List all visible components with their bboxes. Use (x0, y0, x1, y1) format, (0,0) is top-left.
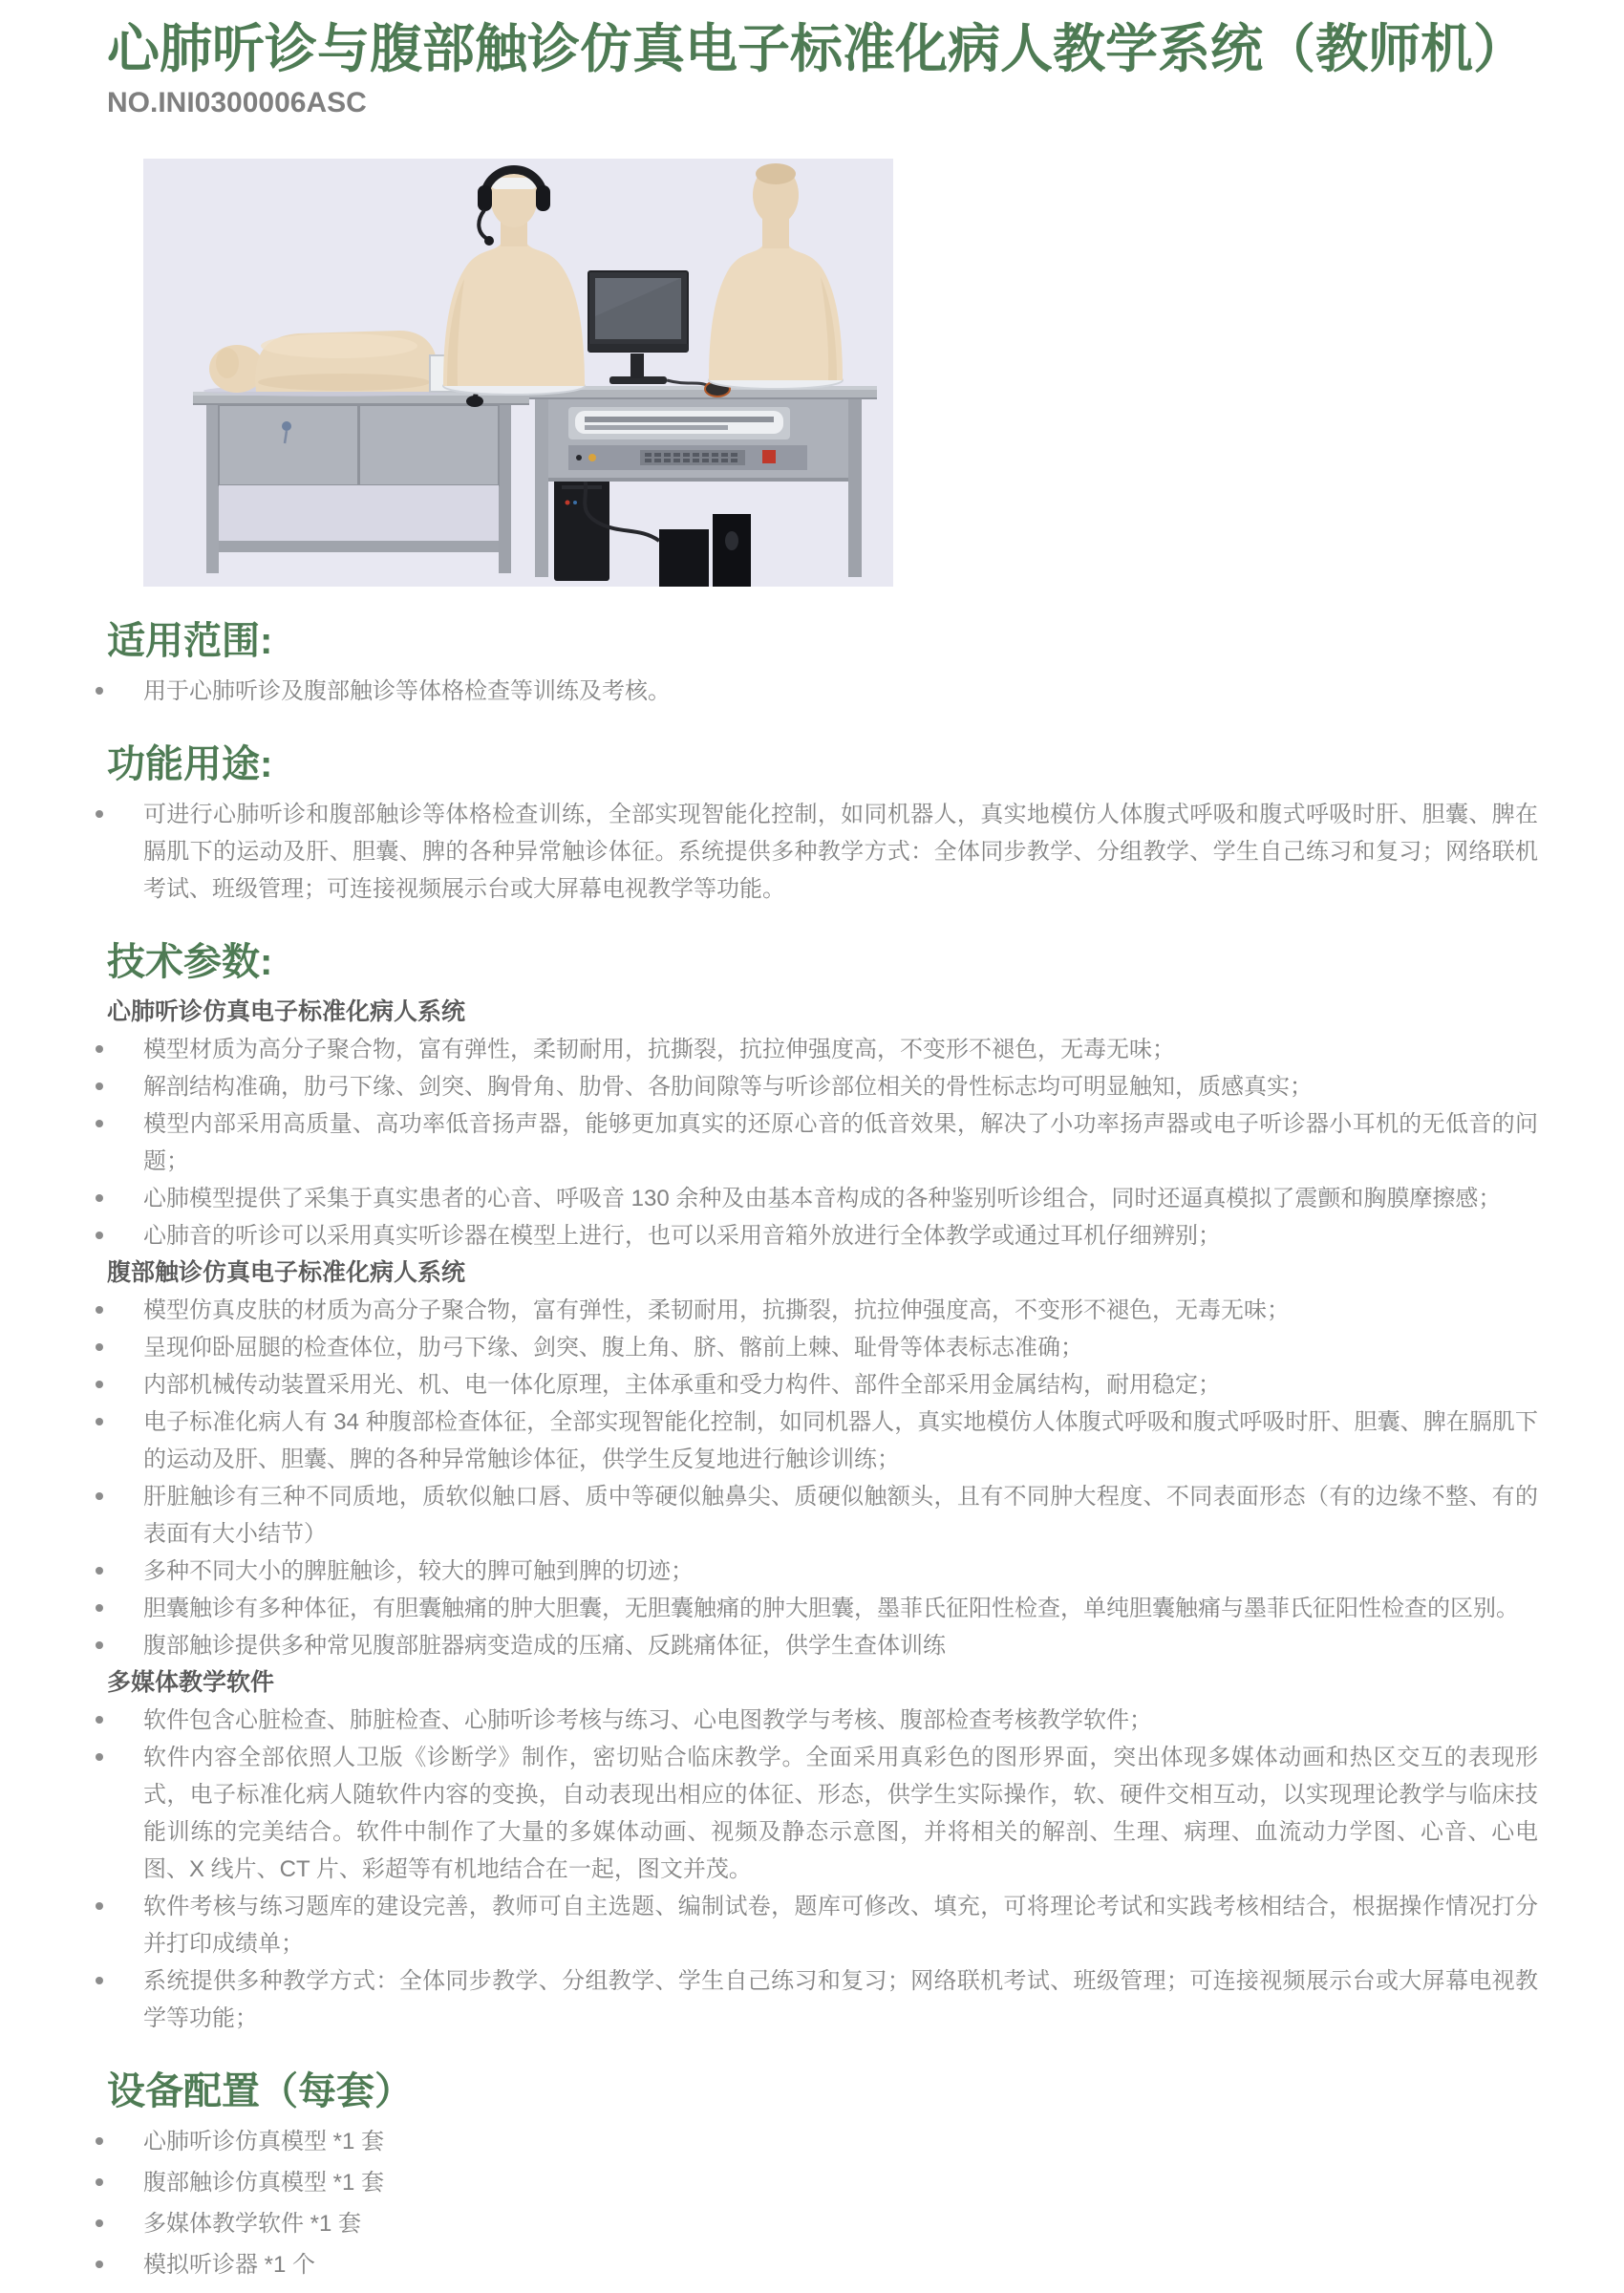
list-item: 内部机械传动装置采用光、机、电一体化原理，主体承重和受力构件、部件全部采用金属结构，耐用稳定； (94, 1366, 1538, 1404)
keyboard (585, 417, 774, 422)
speaker (659, 529, 709, 587)
list-item: 软件内容全部依照人卫版《诊断学》制作，密切贴合临床教学。全面采用真彩色的图形界面，突出体现多媒体动画和热区交互的表现形式，电子标准化病人随软件内容的变换，自动表现出相应的体征、形态，供学生实际操作，软、硬件交相互动，以实现理论教学与临床技能训练的完美结合。软件中制作了大量的多媒体动画、视频及静态示意图，并将相关的解剖、生理、病理、血流动力学图、心音、心电图、X 线片、CT 片、彩超等有机地结合在一起，图文并茂。 (94, 1739, 1538, 1888)
subsection-title-cardio: 心肺听诊仿真电子标准化病人系统 (107, 998, 466, 1025)
list-item: 软件包含心脏检查、肺脏检查、心肺听诊考核与练习、心电图教学与考核、腹部检查考核教学软件； (94, 1702, 1538, 1739)
list-item: 软件考核与练习题库的建设完善，教师可自主选题、编制试卷，题库可修改、填充，可将理论考试和实践考核相结合，根据操作情况打分并打印成绩单； (94, 1888, 1538, 1962)
keyhole (282, 421, 291, 431)
list-item: 多媒体教学软件 *1 套 (94, 2205, 1538, 2242)
list-item: 解剖结构准确，肋弓下缘、剑突、胸骨角、肋骨、各肋间隙等与听诊部位相关的骨性标志均可明显触知，质感真实； (94, 1068, 1538, 1105)
section-heading-equipment: 设备配置（每套） (107, 2070, 413, 2112)
list-item: 肝脏触诊有三种不同质地，质软似触口唇、质中等硬似触鼻尖、质硬似触额头，且有不同肿大程度、不同表面形态（有的边缘不整、有的表面有大小结节） (94, 1478, 1538, 1553)
list-item: 模型内部采用高质量、高功率低音扬声器，能够更加真实的还原心音的低音效果，解决了小功率扬声器或电子听诊器小耳机的无低音的问题； (94, 1105, 1538, 1180)
list-item: 模拟听诊器 *1 个 (94, 2246, 1538, 2283)
list-item: 腹部触诊仿真模型 *1 套 (94, 2164, 1538, 2201)
section-heading-scope: 适用范围: (107, 620, 273, 662)
software-list (94, 1702, 1538, 2037)
list-item: 多种不同大小的脾脏触诊，较大的脾可触到脾的切迹； (94, 1553, 1538, 1590)
equipment-list (94, 2123, 1538, 2283)
list-item: 电子标准化病人有 34 种腹部检查体征，全部实现智能化控制，如同机器人，真实地模仿人体腹式呼吸和腹式呼吸时肝、胆囊、脾在膈肌下的运动及肝、胆囊、脾的各种异常触诊体征，供学生反复地进行触诊训练； (94, 1404, 1538, 1478)
page-title: 心肺听诊与腹部触诊仿真电子标准化病人教学系统（教师机） (107, 19, 1527, 78)
power-switch (762, 450, 776, 463)
list-item: 心肺模型提供了采集于真实患者的心音、呼吸音 130 余种及由基本音构成的各种鉴别听诊组合，同时还逼真模拟了震颤和胸膜摩擦感； (94, 1180, 1538, 1217)
function-list (94, 796, 1538, 908)
subsection-title-software: 多媒体教学软件 (107, 1669, 275, 1696)
list-item: 模型材质为高分子聚合物，富有弹性，柔韧耐用，抗撕裂，抗拉伸强度高，不变形不褪色，无毒无味； (94, 1031, 1538, 1068)
scope-list (94, 673, 1538, 710)
list-item: 呈现仰卧屈腿的检查体位，肋弓下缘、剑突、腹上角、脐、髂前上棘、耻骨等体表标志准确； (94, 1329, 1538, 1366)
product-photo (143, 159, 893, 587)
section-heading-tech: 技术参数: (107, 941, 273, 983)
cardio-list (94, 1031, 1538, 1254)
list-item: 系统提供多种教学方式：全体同步教学、分组教学、学生自己练习和复习；网络联机考试、班级管理；可连接视频展示台或大屏幕电视教学等功能； (94, 1962, 1538, 2037)
abdomen-list (94, 1292, 1538, 1664)
list-item: 可进行心肺听诊和腹部触诊等体格检查训练，全部实现智能化控制，如同机器人，真实地模仿人体腹式呼吸和腹式呼吸时肝、胆囊、脾在膈肌下的运动及肝、胆囊、脾的各种异常触诊体征。系统提供多种教学方式：全体同步教学、分组教学、学生自己练习和复习；网络联机考试、班级管理；可连接视频展示台或大屏幕电视教学等功能。 (94, 796, 1538, 908)
subsection-title-abdomen: 腹部触诊仿真电子标准化病人系统 (107, 1259, 466, 1286)
list-item: 胆囊触诊有多种体征，有胆囊触痛的肿大胆囊，无胆囊触痛的肿大胆囊，墨菲氏征阳性检查，单纯胆囊触痛与墨菲氏征阳性检查的区别。 (94, 1590, 1538, 1627)
list-item: 心肺音的听诊可以采用真实听诊器在模型上进行，也可以采用音箱外放进行全体教学或通过耳机仔细辨别； (94, 1217, 1538, 1254)
list-item: 腹部触诊提供多种常见腹部脏器病变造成的压痛、反跳痛体征，供学生查体训练 (94, 1627, 1538, 1664)
list-item: 模型仿真皮肤的材质为高分子聚合物，富有弹性，柔韧耐用，抗撕裂，抗拉伸强度高，不变形不褪色，无毒无味； (94, 1292, 1538, 1329)
section-heading-function: 功能用途: (107, 743, 273, 785)
model-number: NO.INI0300006ASC (107, 87, 367, 118)
product-photo-illustration (143, 159, 893, 587)
list-item: 用于心肺听诊及腹部触诊等体格检查等训练及考核。 (94, 673, 1538, 710)
list-item: 心肺听诊仿真模型 *1 套 (94, 2123, 1538, 2160)
